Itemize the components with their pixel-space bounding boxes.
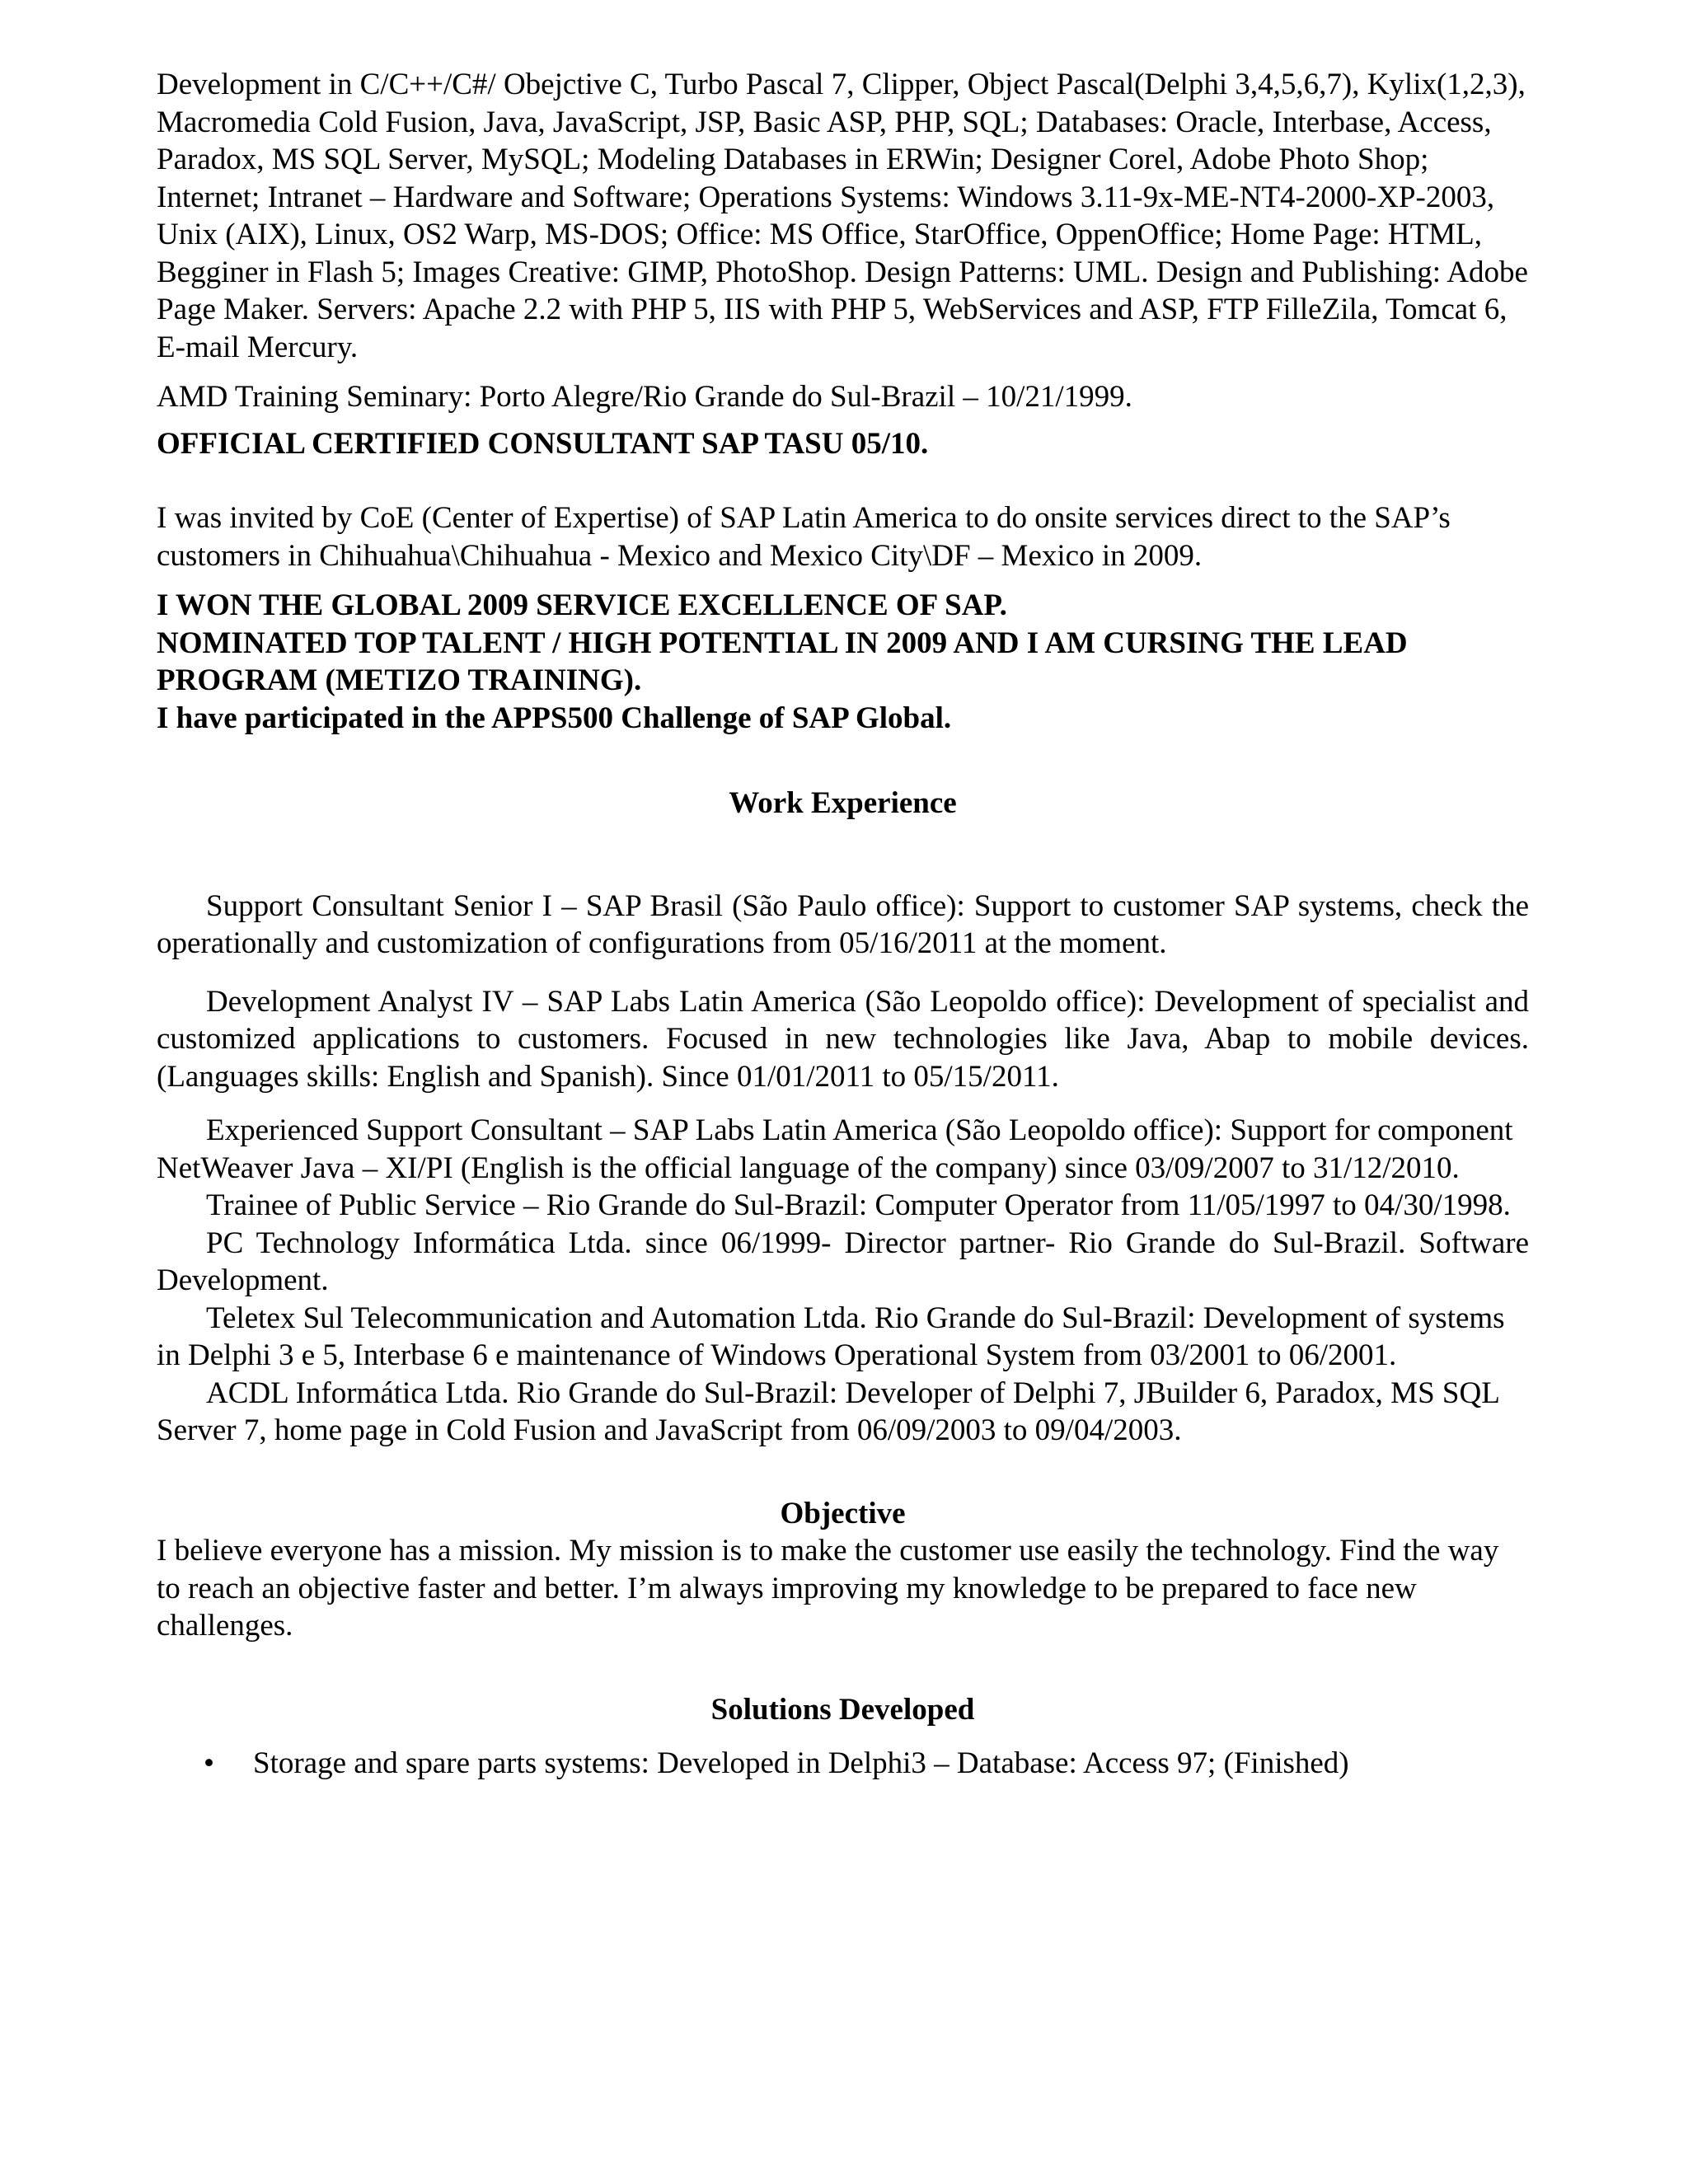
objective-paragraph: I believe everyone has a mission. My mission is to make the customer use easily the technology. Find the way to reach an objective faster and better. I’m always improving my knowledge to be prepared to face new challenges. — [157, 1534, 1499, 1643]
bullet-icon: • — [204, 1746, 214, 1780]
work-entry: Experienced Support Consultant – SAP Labs Latin America (São Leopoldo office): Support for component NetWeaver Java – XI/PI (English is the official language of the company) since 03/09/2007 to 31/12/2010. — [157, 1113, 1513, 1185]
objective-heading: Objective — [780, 1496, 906, 1530]
work-entry: Trainee of Public Service – Rio Grande do Sul-Brazil: Computer Operator from 11/05/1997 to 04/30/1998. — [206, 1188, 1511, 1222]
solution-item — [157, 1745, 1529, 1783]
skills-paragraph: Development in C/C++/C#/ Obejctive C, Turbo Pascal 7, Clipper, Object Pascal(Delphi 3,4,5,6,7), Kylix(1,2,3), Macromedia Cold Fusion, Java, JavaScript, JSP, Basic ASP, PHP, SQL; Databases: Oracle, Interbase, Access, Paradox, MS SQL Server, MySQL; Modeling Databases in ERWin; Designer Corel, Adobe Photo Shop; Internet; Intranet – Hardware and Software; Operations Systems: Windows 3.11-9x-ME-NT4-2000-XP-2003, Unix (AIX), Linux, OS2 Warp, MS-DOS; Office: MS Office, StarOffice, OppenOffice; Home Page: HTML, Begginer in Flash 5; Images Creative: GIMP, PhotoShop. Design Patterns: UML. Design and Publishing: Adobe Page Maker. Servers: Apache 2.2 with PHP 5, IIS with PHP 5, WebServices and ASP, FTP FilleZila, Tomcat 6, E-mail Mercury. — [157, 68, 1528, 364]
work-entry: PC Technology Informática Ltda. since 06/1999- Director partner- Rio Grande do Sul-Brazil. Software Development. — [157, 1226, 1529, 1297]
certification-line: OFFICIAL CERTIFIED CONSULTANT SAP TASU 05/10. — [157, 426, 929, 461]
award-line: NOMINATED TOP TALENT / HIGH POTENTIAL IN 2009 AND I AM CURSING THE LEAD PROGRAM (METIZO TRAINING). — [157, 626, 1408, 697]
solutions-list — [157, 1745, 1529, 1783]
work-entry: Support Consultant Senior I – SAP Brasil (São Paulo office): Support to customer SAP systems, check the operationally and customization of configurations from 05/16/2011 at the moment. — [157, 888, 1529, 960]
work-entry: Teletex Sul Telecommunication and Automation Ltda. Rio Grande do Sul-Brazil: Development of systems in Delphi 3 e 5, Interbase 6 e maintenance of Windows Operational System from 03/2001 to 06/2001. — [157, 1301, 1505, 1372]
amd-training-line: AMD Training Seminary: Porto Alegre/Rio Grande do Sul-Brazil – 10/21/1999. — [157, 380, 1132, 414]
work-entry: Development Analyst IV – SAP Labs Latin America (São Leopoldo office): Development of specialist and customized applications to customers. Focused in new technologies like Java, Abap to mobile devices. (Languages skills: English and Spanish). Since 01/01/2011 to 05/15/2011. — [157, 984, 1529, 1094]
resume-page — [157, 66, 1529, 1783]
solutions-heading: Solutions Developed — [710, 1692, 975, 1727]
work-experience-list — [157, 888, 1529, 1450]
awards-block — [157, 587, 1529, 737]
invited-paragraph: I was invited by CoE (Center of Expertise) of SAP Latin America to do onsite services direct to the SAP’s customers in Chihuahua\Chihuahua - Mexico and Mexico City\DF – Mexico in 2009. — [157, 501, 1451, 573]
solution-item-text: Storage and spare parts systems: Developed in Delphi3 – Database: Access 97; (Finished) — [253, 1746, 1349, 1780]
award-line: I WON THE GLOBAL 2009 SERVICE EXCELLENCE OF SAP. — [157, 588, 1007, 622]
work-entry: ACDL Informática Ltda. Rio Grande do Sul-Brazil: Developer of Delphi 7, JBuilder 6, Paradox, MS SQL Server 7, home page in Cold Fusion and JavaScript from 06/09/2003 to 09/04/2003. — [157, 1376, 1499, 1447]
award-line: I have participated in the APPS500 Challenge of SAP Global. — [157, 701, 952, 735]
work-experience-heading: Work Experience — [729, 786, 957, 820]
